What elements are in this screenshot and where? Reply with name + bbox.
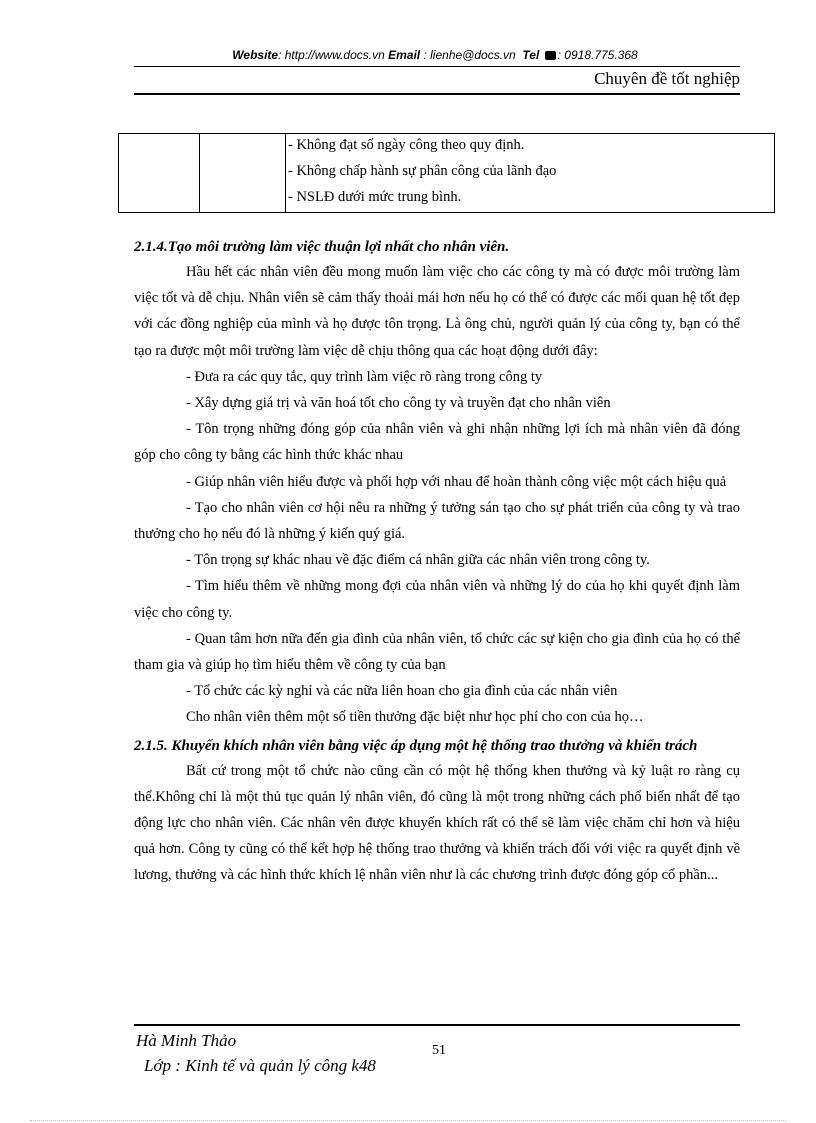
- criteria-item: - Không chấp hành sự phân công của lãnh đạo: [288, 163, 557, 179]
- list-item: - Tổ chức các kỳ nghỉ và các nữa liên hoan cho gia đình của các nhân viên: [186, 683, 618, 700]
- footer-rule: [134, 1024, 740, 1026]
- website-label: Website: [232, 48, 279, 62]
- table-cell-empty-2: [200, 134, 286, 213]
- list-item: - Quan tâm hơn nữa đến gia đình của nhân viên, tổ chức các sự kiện cho gia đình của họ có thể tham gia và giúp họ tìm hiểu thêm về công ty của bạn: [134, 630, 740, 674]
- intro-paragraph: Hầu hết các nhân viên đều mong muốn làm việc cho các công ty mà có được môi trường làm việc tốt và dễ chịu. Nhân viên sẽ cảm thấy thoải mái hơn nếu họ có thể có được các mối quan hệ tốt đẹp với các đồng nghiệp của mình và họ được tôn trọng. Là ông chủ, người quản lý của công ty, bạn có thể tạo ra được một môi trường làm việc dễ chịu thông qua các hoạt động dưới đây:: [134, 264, 740, 359]
- tel-number: : 0918.775.368: [557, 48, 638, 62]
- table-cell-criteria: [286, 134, 775, 213]
- criteria-table: [118, 133, 775, 213]
- list-item: - Tôn trọng những đóng góp của nhân viên và ghi nhận những lợi ích mà nhân viên đã đóng góp cho công ty bằng các hình thức khác nhau: [134, 421, 740, 464]
- list-item: - Tôn trọng sự khác nhau về đặc điểm cá nhân giữa các nhân viên trong công ty.: [186, 552, 650, 569]
- chapter-title: Chuyên đề tốt nghiệp: [594, 69, 740, 88]
- section-heading-2-1-4: 2.1.4.Tạo môi trường làm việc thuận lợi nhất cho nhân viên.: [134, 239, 510, 255]
- page-number: 51: [432, 1043, 446, 1058]
- criteria-item: - NSLĐ dưới mức trung bình.: [288, 189, 462, 205]
- page-body: [134, 236, 740, 889]
- email-address[interactable]: : lienhe@docs.vn: [420, 48, 520, 62]
- closing-paragraph: Cho nhân viên thêm một số tiền thưởng đặc biệt như học phí cho con của họ…: [186, 709, 644, 726]
- author-name: Hà Minh Thảo: [136, 1031, 237, 1050]
- header-rule-thick: [134, 93, 740, 95]
- table-row: [119, 134, 775, 213]
- list-item: - Xây dựng giá trị và văn hoá tốt cho công ty và truyền đạt cho nhân viên: [186, 395, 611, 412]
- reward-paragraph: Bất cứ trong một tổ chức nào cũng cần có một hệ thống khen thưởng và kỷ luật ro ràng cụ thể.Không chỉ là một thủ tục quản lý nhân viên, đó cũng là một trong những cách phổ biến nhất để tạo động lực cho nhân viên. Các nhân vên được khuyến khích rất có thể sẽ làm việc chăm chỉ hơn và hiệu quả hơn. Công ty cũng có thể kết hợp hệ thống trao thưởng và khiển trách đối với việc ra quyết định về lương, thưởng và các hình thức khích lệ nhân viên như là các chương trình được đóng góp cổ phần...: [134, 762, 740, 884]
- class-info: Lớp : Kinh tế và quản lý công k48: [144, 1056, 376, 1075]
- tel-label: Tel: [522, 48, 540, 62]
- website-url[interactable]: : http://www.docs.vn: [278, 48, 389, 62]
- email-label: Email: [388, 48, 421, 62]
- header-rule: [134, 66, 740, 67]
- section-heading-2-1-5: 2.1.5. Khuyến khích nhân viên bằng việc áp dụng một hệ thống trao thưởng và khiển trách: [134, 737, 698, 754]
- website-header: [130, 48, 740, 62]
- list-item: - Tạo cho nhân viên cơ hội nêu ra những ý tưởng sán tạo cho sự phát triển của công ty và trao thưởng cho họ nếu đó là những ý kiến quý giá.: [134, 499, 740, 543]
- list-item: - Tìm hiểu thêm về những mong đợi của nhân viên và những lý do của họ khi quyết định làm việc cho công ty.: [134, 578, 740, 621]
- list-item: - Giúp nhân viên hiểu được và phối hợp với nhau để hoàn thành công việc một cách hiệu quả: [186, 473, 727, 490]
- page-edge-divider: [30, 1120, 786, 1121]
- criteria-item: - Không đạt số ngày công theo quy định.: [288, 137, 525, 153]
- list-item: - Đưa ra các quy tắc, quy trình làm việc rõ ràng trong công ty: [186, 368, 543, 385]
- phone-icon: [545, 51, 556, 60]
- table-cell-empty-1: [119, 134, 200, 213]
